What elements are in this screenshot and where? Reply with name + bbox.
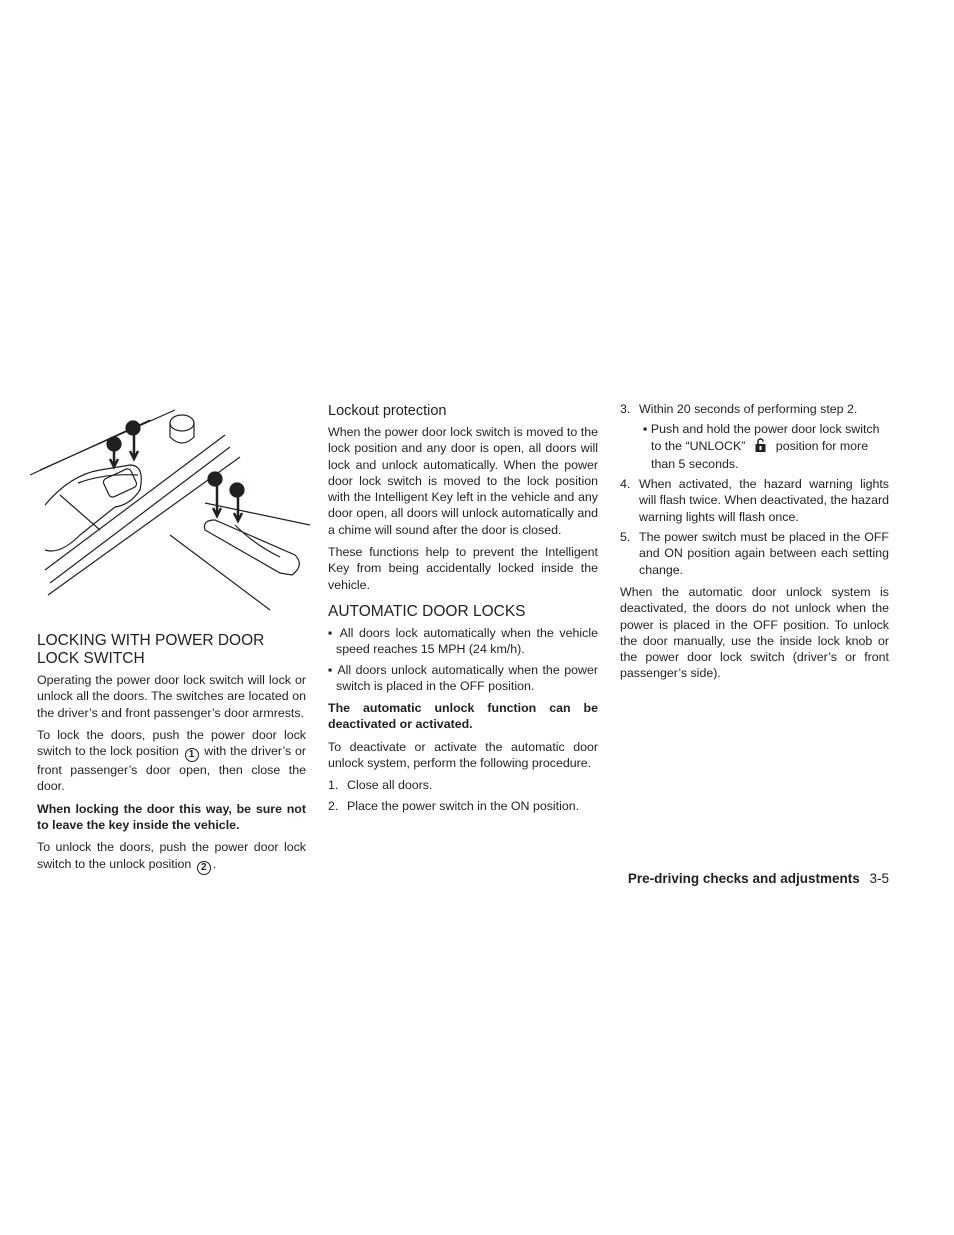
section-heading-locking: LOCKING WITH POWER DOOR LOCK SWITCH bbox=[37, 632, 265, 667]
callout-1: 1 bbox=[185, 748, 199, 762]
sub-bullet: ▪ Push and hold the power door lock switch to the “UNLOCK” position for more than 5 seconds. bbox=[643, 422, 880, 471]
paragraph: These functions help to prevent the Intelligent Key from being accidentally locked inside the vehicle. bbox=[328, 545, 598, 592]
power-door-lock-switch-illustration bbox=[30, 395, 310, 615]
subheading-lockout: Lockout protection bbox=[328, 403, 447, 419]
page-footer bbox=[560, 871, 889, 887]
step-item: 1. Close all doors. bbox=[328, 778, 433, 793]
step-item: 2. Place the power switch in the ON position. bbox=[328, 798, 580, 813]
callout-2: 2 bbox=[197, 861, 211, 875]
callout-1: 1 bbox=[212, 474, 219, 486]
middle-column bbox=[328, 402, 598, 818]
warning-text: When locking the door this way, be sure not to leave the key inside the vehicle. bbox=[37, 801, 306, 833]
paragraph: Operating the power door lock switch will lock or unlock all the doors. The switches are located on the driver’s and front passenger’s door armrests. bbox=[37, 673, 306, 720]
left-column bbox=[37, 632, 306, 881]
callout-1: 1 bbox=[130, 423, 137, 435]
paragraph: When the power door lock switch is moved to the lock position and any door is open, all doors will lock and unlock automatically. When the power door lock switch is moved to the lock position with the Intelligent Key left in the vehicle and any door open, all doors will unlock automatically and a chime will sound after the door is closed. bbox=[328, 425, 598, 537]
paragraph: When the automatic door unlock system is deactivated, the doors do not unlock when the power is placed in the OFF position. To unlock the door manually, use the inside lock knob or the power door lock switch (driver’s or front passenger’s side). bbox=[620, 584, 889, 681]
paragraph: To deactivate or activate the automatic door unlock system, perform the following procedure. bbox=[328, 739, 598, 771]
paragraph: To lock the doors, push the power door lock switch to the lock position 1 with the driver’s or front passenger’s door open, then close the door. bbox=[37, 727, 306, 794]
bold-note: The automatic unlock function can be deactivated or activated. bbox=[328, 701, 598, 732]
callout-2: 2 bbox=[111, 439, 118, 451]
paragraph: To unlock the doors, push the power door lock switch to the unlock position 2 . bbox=[37, 840, 306, 873]
bullet-item: ▪ All doors lock automatically when the vehicle speed reaches 15 MPH (24 km/h). bbox=[328, 625, 599, 657]
unlock-padlock-icon bbox=[763, 438, 766, 456]
callout-2: 2 bbox=[234, 485, 241, 497]
right-column bbox=[620, 401, 889, 688]
step-item: 5. The power switch must be placed in the OFF and ON position again between each setting change. bbox=[620, 530, 889, 577]
bullet-item: ▪ All doors unlock automatically when the power switch is placed in the OFF position. bbox=[328, 662, 598, 693]
footer-section-title: Pre-driving checks and adjustments bbox=[627, 871, 860, 886]
section-heading-automatic: AUTOMATIC DOOR LOCKS bbox=[328, 602, 526, 620]
step-item: 3. Within 20 seconds of performing step 2. bbox=[620, 402, 858, 416]
step-item: 4. When activated, the hazard warning lights will flash twice. When deactivated, the hazard warning lights will flash once. bbox=[620, 477, 890, 524]
page-number: 3-5 bbox=[869, 871, 889, 886]
